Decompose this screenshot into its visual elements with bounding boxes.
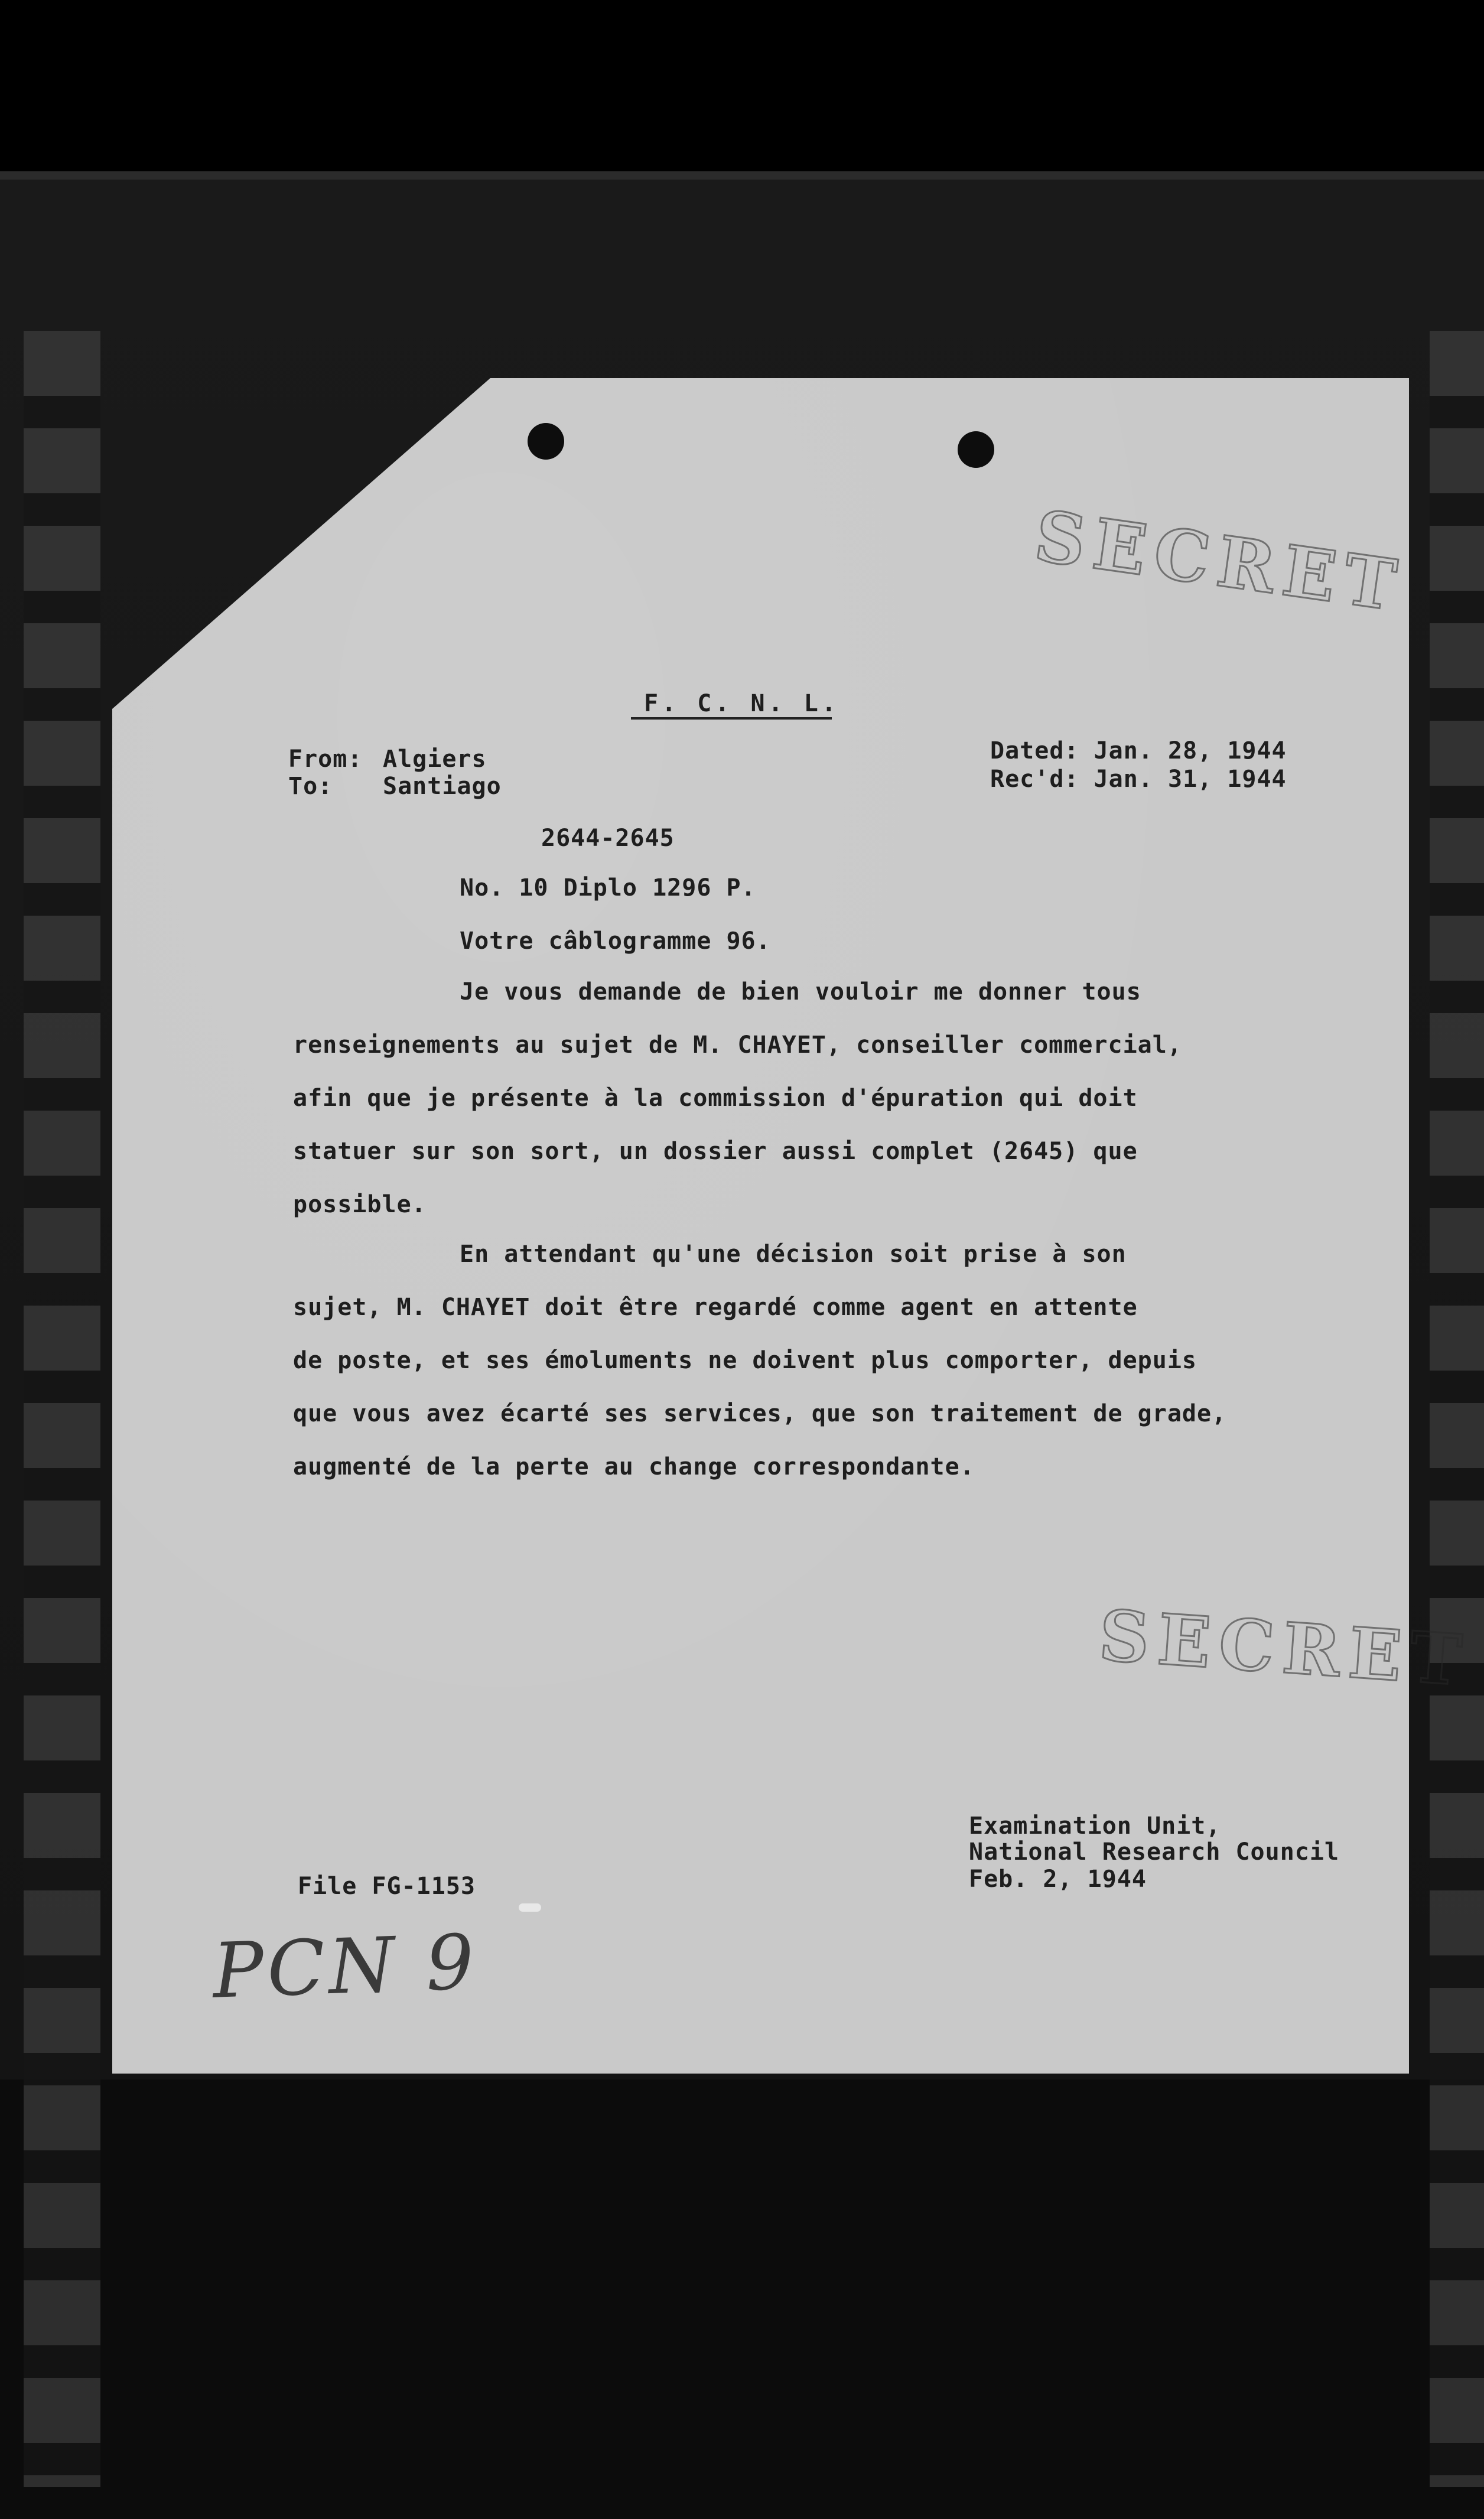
from-label: From:	[288, 746, 363, 773]
message-numbers: 2644-2645	[541, 825, 675, 852]
punch-hole	[528, 423, 564, 460]
body-line: afin que je présente à la commission d'épuration qui doit	[293, 1085, 1138, 1112]
body-line: En attendant qu'une décision soit prise à son	[460, 1241, 1127, 1268]
film-strip-left	[24, 331, 100, 2487]
dated-line: Dated: Jan. 28, 1944	[990, 737, 1287, 764]
received-line: Rec'd: Jan. 31, 1944	[990, 766, 1287, 793]
body-line: de poste, et ses émoluments ne doivent plus comporter, depuis	[293, 1347, 1197, 1374]
body-line: que vous avez écarté ses services, que son traitement de grade,	[293, 1400, 1227, 1427]
cable-reference: Votre câblogramme 96.	[460, 927, 771, 955]
body-line: sujet, M. CHAYET doit être regardé comme agent en attente	[293, 1294, 1138, 1321]
body-line: statuer sur son sort, un dossier aussi complet (2645) que	[293, 1138, 1138, 1165]
examination-unit: Examination Unit,	[969, 1812, 1221, 1840]
body-line: augmenté de la perte au change correspondante.	[293, 1453, 975, 1480]
footer-date: Feb. 2, 1944	[969, 1866, 1147, 1893]
punch-hole	[958, 431, 994, 468]
title-underline	[631, 717, 832, 720]
diplo-reference: No. 10 Diplo 1296 P.	[460, 874, 756, 901]
body-line: possible.	[293, 1191, 427, 1218]
handwritten-annotation: PCN 9	[211, 1918, 479, 2016]
film-band	[0, 171, 1484, 180]
body-line: Je vous demande de bien vouloir me donner tous	[460, 978, 1141, 1005]
file-reference: File FG-1153	[298, 1873, 476, 1900]
document-title: F. C. N. L.	[644, 690, 839, 717]
from-value: Algiers	[383, 746, 487, 773]
research-council: National Research Council	[969, 1838, 1340, 1866]
secret-stamp-bottom: SECRET	[1096, 1594, 1473, 1702]
to-value: Santiago	[383, 773, 502, 800]
body-line: renseignements au sujet de M. CHAYET, conseiller commercial,	[293, 1031, 1182, 1059]
paper-speck	[519, 1903, 541, 1912]
to-label: To:	[288, 773, 333, 800]
secret-stamp-top: SECRET	[1030, 494, 1410, 628]
film-strip-right	[1430, 331, 1484, 2487]
